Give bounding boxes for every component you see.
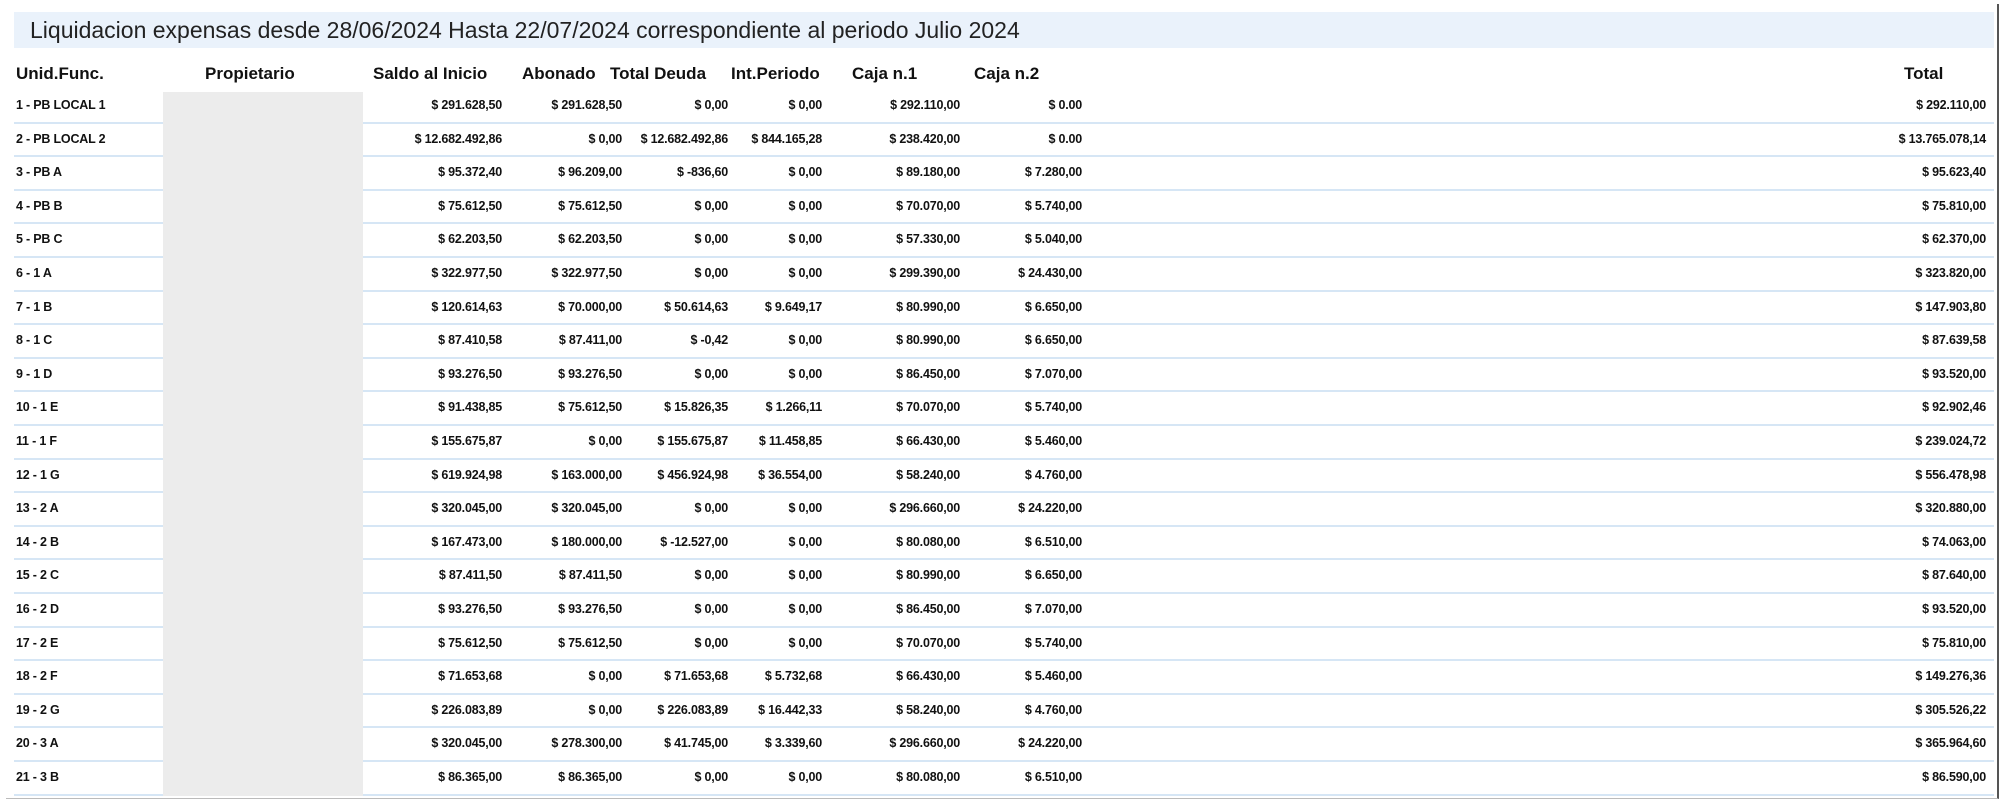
caja1-cell: $ 58.240,00 [896, 702, 960, 717]
abonado-cell: $ 93.276,50 [558, 602, 622, 616]
total-cell: $ 320.880,00 [1915, 501, 1986, 516]
interes-cell: $ 0,00 [788, 232, 822, 247]
deuda-cell: $ 12.682.492,86 [640, 131, 728, 146]
total-cell: $ 147.903,80 [1915, 299, 1986, 314]
saldo-cell: $ 62.203,50 [438, 232, 502, 247]
caja2-cell: $ 6.650,00 [1024, 299, 1082, 314]
caja2-cell: $ 7.070,00 [1024, 602, 1082, 616]
caja1-cell: $ 80.990,00 [896, 333, 960, 348]
saldo-cell: $ 167.473,00 [431, 534, 502, 549]
saldo-cell: $ 87.411,50 [438, 568, 502, 583]
caja2-cell: $ 24.220,00 [1018, 736, 1082, 751]
unit-cell: 11 - 1 F [16, 434, 57, 448]
unit-cell: 7 - 1 B [16, 299, 53, 314]
interes-cell: $ 3.339,60 [764, 736, 822, 751]
interes-cell: $ 36.554,00 [758, 467, 822, 482]
abonado-cell: $ 322.977,50 [551, 266, 622, 280]
total-cell: $ 365.964,60 [1915, 736, 1986, 751]
caja2-cell: $ 4.760,00 [1024, 702, 1082, 717]
unit-cell: 6 - 1 A [16, 266, 52, 280]
caja1-cell: $ 70.070,00 [896, 400, 960, 415]
deuda-cell: $ 226.083,89 [657, 702, 728, 717]
caja2-cell: $ 5.040,00 [1024, 232, 1082, 247]
caja2-cell: $ 5.460,00 [1024, 669, 1082, 684]
interes-cell: $ 1.266,11 [765, 400, 822, 415]
header-total: Total [1904, 64, 1944, 83]
header-saldo: Saldo al Inicio [373, 64, 488, 83]
abonado-cell: $ 75.612,50 [558, 198, 622, 213]
unit-cell: 18 - 2 F [16, 669, 58, 684]
caja2-cell: $ 7.070,00 [1024, 366, 1082, 381]
total-cell: $ 323.820,00 [1915, 266, 1986, 280]
header-caja1: Caja n.1 [852, 64, 918, 83]
interes-cell: $ 0,00 [788, 534, 822, 549]
unit-cell: 12 - 1 G [16, 467, 60, 482]
abonado-cell: $ 87.411,50 [558, 568, 622, 583]
saldo-cell: $ 95.372,40 [438, 165, 502, 180]
interes-cell: $ 0,00 [788, 770, 822, 784]
total-cell: $ 95.623,40 [1922, 165, 1986, 180]
caja1-cell: $ 80.080,00 [896, 534, 960, 549]
caja1-cell: $ 299.390,00 [889, 266, 960, 280]
abonado-cell: $ 0,00 [588, 131, 622, 146]
total-cell: $ 87.639,58 [1922, 333, 1986, 348]
saldo-cell: $ 320.045,00 [431, 736, 502, 751]
interes-cell: $ 0,00 [788, 501, 822, 516]
deuda-cell: $ 50.614,63 [664, 299, 728, 314]
caja1-cell: $ 292.110,00 [890, 98, 960, 112]
header-unit: Unid.Func. [16, 64, 104, 83]
unit-cell: 19 - 2 G [16, 702, 60, 717]
caja2-cell: $ 5.740,00 [1024, 635, 1082, 650]
deuda-cell: $ 41.745,00 [664, 736, 728, 751]
unit-cell: 4 - PB B [16, 198, 63, 213]
unit-cell: 15 - 2 C [16, 568, 59, 583]
total-cell: $ 305.526,22 [1915, 702, 1986, 717]
interes-cell: $ 844.165,28 [751, 131, 822, 146]
caja1-cell: $ 80.990,00 [896, 299, 960, 314]
abonado-cell: $ 0,00 [588, 434, 622, 448]
caja2-cell: $ 6.510,00 [1024, 534, 1082, 549]
deuda-cell: $ -836,60 [676, 165, 728, 180]
unit-cell: 9 - 1 D [16, 366, 53, 381]
abonado-cell: $ 320.045,00 [551, 501, 622, 516]
abonado-cell: $ 163.000,00 [551, 467, 622, 482]
total-cell: $ 149.276,36 [1915, 669, 1986, 684]
caja2-cell: $ 24.430,00 [1018, 266, 1082, 280]
interes-cell: $ 11.458,85 [758, 434, 822, 448]
owner-column-redacted [163, 92, 363, 796]
abonado-cell: $ 180.000,00 [551, 534, 622, 549]
unit-cell: 1 - PB LOCAL 1 [16, 98, 106, 112]
unit-cell: 2 - PB LOCAL 2 [16, 131, 106, 146]
caja2-cell: $ 6.650,00 [1024, 568, 1082, 583]
abonado-cell: $ 86.365,00 [558, 770, 622, 784]
abonado-cell: $ 0,00 [588, 702, 622, 717]
abonado-cell: $ 291.628,50 [551, 98, 622, 112]
deuda-cell: $ 456.924,98 [657, 467, 728, 482]
deuda-cell: $ 15.826,35 [664, 400, 728, 415]
saldo-cell: $ 291.628,50 [431, 98, 502, 112]
caja2-cell: $ 0.00 [1048, 98, 1082, 112]
unit-cell: 14 - 2 B [16, 534, 59, 549]
interes-cell: $ 5.732,68 [764, 669, 822, 684]
interes-cell: $ 0,00 [788, 198, 822, 213]
deuda-cell: $ -0,42 [690, 333, 728, 348]
total-cell: $ 87.640,00 [1922, 568, 1986, 583]
interes-cell: $ 0,00 [788, 602, 822, 616]
header-owner: Propietario [205, 64, 295, 83]
report-title: Liquidacion expensas desde 28/06/2024 Hasta 22/07/2024 correspondiente al periodo Julio 2024 [14, 12, 1994, 48]
unit-cell: 10 - 1 E [16, 400, 59, 415]
header-caja2: Caja n.2 [974, 64, 1040, 83]
caja2-cell: $ 4.760,00 [1024, 467, 1082, 482]
caja2-cell: $ 5.740,00 [1024, 198, 1082, 213]
caja1-cell: $ 57.330,00 [896, 232, 960, 247]
interes-cell: $ 0,00 [788, 568, 822, 583]
abonado-cell: $ 87.411,00 [558, 333, 622, 348]
total-cell: $ 292.110,00 [1916, 98, 1986, 112]
total-cell: $ 92.902,46 [1922, 400, 1986, 415]
saldo-cell: $ 120.614,63 [431, 299, 502, 314]
saldo-cell: $ 155.675,87 [431, 434, 502, 448]
abonado-cell: $ 75.612,50 [558, 635, 622, 650]
caja1-cell: $ 70.070,00 [896, 635, 960, 650]
abonado-cell: $ 0,00 [588, 669, 622, 684]
caja1-cell: $ 80.990,00 [896, 568, 960, 583]
unit-cell: 5 - PB C [16, 232, 63, 247]
caja1-cell: $ 296.660,00 [889, 736, 960, 751]
saldo-cell: $ 93.276,50 [438, 602, 502, 616]
unit-cell: 3 - PB A [16, 165, 62, 180]
interes-cell: $ 0,00 [788, 366, 822, 381]
unit-cell: 21 - 3 B [16, 770, 59, 784]
total-cell: $ 93.520,00 [1922, 602, 1986, 616]
deuda-cell: $ 0,00 [694, 266, 728, 280]
deuda-cell: $ 0,00 [694, 635, 728, 650]
header-interes: Int.Periodo [731, 64, 820, 83]
abonado-cell: $ 62.203,50 [558, 232, 622, 247]
deuda-cell: $ 0,00 [694, 568, 728, 583]
deuda-cell: $ 0,00 [694, 198, 728, 213]
unit-cell: 13 - 2 A [16, 501, 59, 516]
saldo-cell: $ 12.682.492,86 [414, 131, 502, 146]
interes-cell: $ 0,00 [788, 266, 822, 280]
deuda-cell: $ 0,00 [694, 98, 728, 112]
saldo-cell: $ 71.653,68 [438, 669, 502, 684]
header-deuda: Total Deuda [610, 64, 707, 83]
total-cell: $ 75.810,00 [1922, 635, 1986, 650]
caja2-cell: $ 6.510,00 [1024, 770, 1082, 784]
total-cell: $ 239.024,72 [1915, 434, 1986, 448]
saldo-cell: $ 320.045,00 [431, 501, 502, 516]
total-cell: $ 74.063,00 [1922, 534, 1986, 549]
abonado-cell: $ 75.612,50 [558, 400, 622, 415]
caja2-cell: $ 5.740,00 [1024, 400, 1082, 415]
total-cell: $ 62.370,00 [1922, 232, 1986, 247]
total-cell: $ 93.520,00 [1922, 366, 1986, 381]
saldo-cell: $ 226.083,89 [431, 702, 502, 717]
deuda-cell: $ 0,00 [694, 770, 728, 784]
deuda-cell: $ 0,00 [694, 366, 728, 381]
caja2-cell: $ 24.220,00 [1018, 501, 1082, 516]
caja2-cell: $ 6.650,00 [1024, 333, 1082, 348]
unit-cell: 8 - 1 C [16, 333, 53, 348]
unit-cell: 20 - 3 A [16, 736, 59, 751]
interes-cell: $ 16.442,33 [758, 702, 822, 717]
caja1-cell: $ 296.660,00 [889, 501, 960, 516]
abonado-cell: $ 93.276,50 [558, 366, 622, 381]
deuda-cell: $ 0,00 [694, 501, 728, 516]
interes-cell: $ 0,00 [788, 333, 822, 348]
caja1-cell: $ 238.420,00 [889, 131, 960, 146]
caja1-cell: $ 66.430,00 [896, 434, 960, 448]
saldo-cell: $ 91.438,85 [438, 400, 502, 415]
abonado-cell: $ 96.209,00 [558, 165, 622, 180]
caja1-cell: $ 86.450,00 [896, 602, 960, 616]
caja1-cell: $ 66.430,00 [896, 669, 960, 684]
caja1-cell: $ 80.080,00 [896, 770, 960, 784]
interes-cell: $ 0,00 [788, 165, 822, 180]
deuda-cell: $ 0,00 [694, 602, 728, 616]
caja1-cell: $ 70.070,00 [896, 198, 960, 213]
unit-cell: 17 - 2 E [16, 635, 59, 650]
header-abonado: Abonado [522, 64, 596, 83]
interes-cell: $ 0,00 [788, 635, 822, 650]
total-cell: $ 556.478,98 [1915, 467, 1986, 482]
caja1-cell: $ 89.180,00 [896, 165, 960, 180]
caja2-cell: $ 7.280,00 [1024, 165, 1082, 180]
caja2-cell: $ 5.460,00 [1024, 434, 1082, 448]
saldo-cell: $ 75.612,50 [438, 198, 502, 213]
interes-cell: $ 0,00 [788, 98, 822, 112]
caja1-cell: $ 58.240,00 [896, 467, 960, 482]
total-cell: $ 13.765.078,14 [1898, 131, 1986, 146]
deuda-cell: $ -12.527,00 [660, 534, 728, 549]
saldo-cell: $ 322.977,50 [431, 266, 502, 280]
unit-cell: 16 - 2 D [16, 602, 59, 616]
saldo-cell: $ 87.410,58 [438, 333, 502, 348]
deuda-cell: $ 71.653,68 [664, 669, 728, 684]
deuda-cell: $ 0,00 [694, 232, 728, 247]
caja1-cell: $ 86.450,00 [896, 366, 960, 381]
total-cell: $ 86.590,00 [1922, 770, 1986, 784]
saldo-cell: $ 86.365,00 [438, 770, 502, 784]
deuda-cell: $ 155.675,87 [657, 434, 728, 448]
saldo-cell: $ 75.612,50 [438, 635, 502, 650]
abonado-cell: $ 278.300,00 [551, 736, 622, 751]
abonado-cell: $ 70.000,00 [558, 299, 622, 314]
saldo-cell: $ 93.276,50 [438, 366, 502, 381]
saldo-cell: $ 619.924,98 [431, 467, 502, 482]
total-cell: $ 75.810,00 [1922, 198, 1986, 213]
interes-cell: $ 9.649,17 [764, 299, 822, 314]
caja2-cell: $ 0.00 [1048, 131, 1082, 146]
